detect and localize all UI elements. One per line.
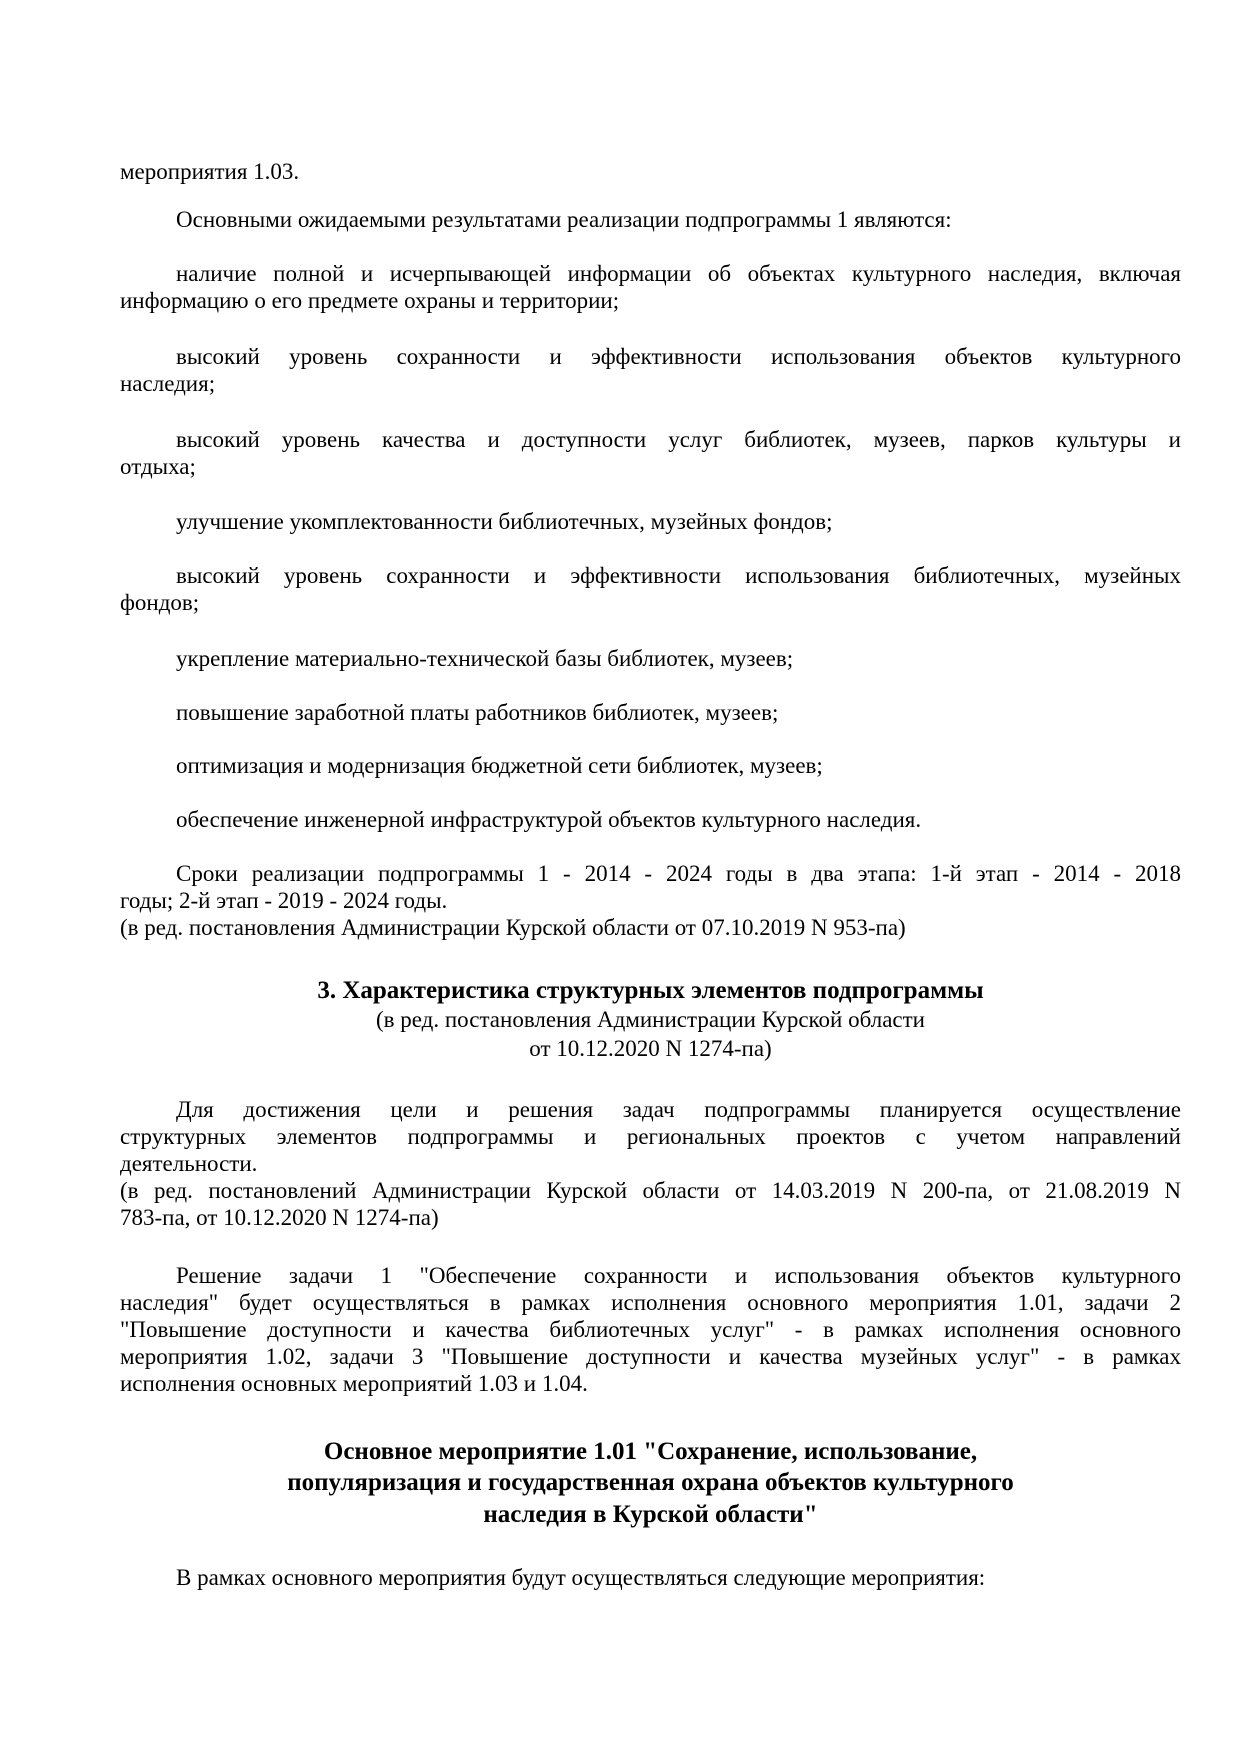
text-line: В рамках основного мероприятия будут осуществляться следующие мероприятия: — [176, 1565, 986, 1590]
text-line: исполнения основных мероприятий 1.03 и 1.04. — [120, 1371, 588, 1396]
text-line: улучшение укомплектованности библиотечных, музейных фондов; — [176, 509, 833, 534]
text-line: фондов; — [120, 590, 200, 615]
text-line: структурных элементов подпрограммы и региональных проектов с учетом направлений — [120, 1124, 1181, 1149]
measure-heading: наследия в Курской области" — [483, 1501, 818, 1528]
paragraph — [120, 752, 1181, 779]
paragraph — [120, 699, 1181, 726]
paragraph — [120, 426, 1181, 480]
paragraph — [120, 158, 1181, 185]
paragraph — [120, 1564, 1181, 1591]
text-line: наследия" будет осуществляться в рамках исполнения основного мероприятия 1.01, задачи 2 — [120, 1290, 1181, 1315]
paragraph — [120, 1262, 1181, 1397]
text-line: отдыха; — [120, 454, 196, 479]
text-line: Решение задачи 1 "Обеспечение сохранности и использования объектов культурного — [176, 1263, 1181, 1288]
amendment-note: 783-па, от 10.12.2020 N 1274-па) — [120, 1205, 439, 1230]
text-line: высокий уровень сохранности и эффективности использования библиотечных, музейных — [176, 563, 1181, 588]
text-line: Основными ожидаемыми результатами реализации подпрограммы 1 являются: — [176, 207, 952, 232]
text-line: мероприятия 1.03. — [120, 159, 300, 184]
paragraph — [120, 260, 1181, 314]
text-line: наличие полной и исчерпывающей информации об объектах культурного наследия, включая — [176, 261, 1181, 286]
text-line: укрепление материально-технической базы библиотек, музеев; — [176, 646, 794, 671]
text-line: Для достижения цели и решения задач подпрограммы планируется осуществление — [176, 1097, 1181, 1122]
paragraph — [120, 508, 1181, 535]
text-line: высокий уровень сохранности и эффективности использования объектов культурного — [176, 344, 1181, 369]
text-line: мероприятия 1.02, задачи 3 "Повышение доступности и качества музейных услуг" - в рамках — [120, 1344, 1181, 1369]
paragraph — [120, 1096, 1181, 1231]
text-line: обеспечение инженерной инфраструктурой объектов культурного наследия. — [176, 807, 922, 832]
text-line: наследия; — [120, 371, 216, 396]
section-heading: 3. Характеристика структурных элементов подпрограммы — [317, 977, 984, 1004]
text-line: информацию о его предмете охраны и территории; — [120, 288, 620, 313]
measure-heading: популяризация и государственная охрана объектов культурного — [287, 1469, 1014, 1496]
text-line: годы; 2-й этап - 2019 - 2024 годы. — [120, 888, 448, 913]
amendment-note: от 10.12.2020 N 1274-па) — [529, 1036, 772, 1061]
text-line: повышение заработной платы работников библиотек, музеев; — [176, 700, 779, 725]
paragraph — [120, 206, 1181, 233]
text-line: "Повышение доступности и качества библиотечных услуг" - в рамках исполнения основного — [120, 1317, 1181, 1342]
text-line: высокий уровень качества и доступности услуг библиотек, музеев, парков культуры и — [176, 427, 1181, 452]
text-line: деятельности. — [120, 1151, 258, 1176]
paragraph — [120, 343, 1181, 397]
amendment-note: (в ред. постановления Администрации Курской области от 07.10.2019 N 953-па) — [120, 915, 906, 940]
paragraph — [120, 806, 1181, 833]
text-line: оптимизация и модернизация бюджетной сети библиотек, музеев; — [176, 753, 823, 778]
text-line: Сроки реализации подпрограммы 1 - 2014 - 2024 годы в два этапа: 1-й этап - 2014 - 2018 — [176, 861, 1181, 886]
measure-heading: Основное мероприятие 1.01 "Сохранение, использование, — [323, 1438, 978, 1465]
amendment-note: (в ред. постановлений Администрации Курской области от 14.03.2019 N 200-па, от 21.08.2019 N — [120, 1178, 1181, 1203]
paragraph — [120, 860, 1181, 941]
amendment-note: (в ред. постановления Администрации Курской области — [376, 1007, 925, 1032]
paragraph — [120, 645, 1181, 672]
paragraph — [120, 562, 1181, 616]
